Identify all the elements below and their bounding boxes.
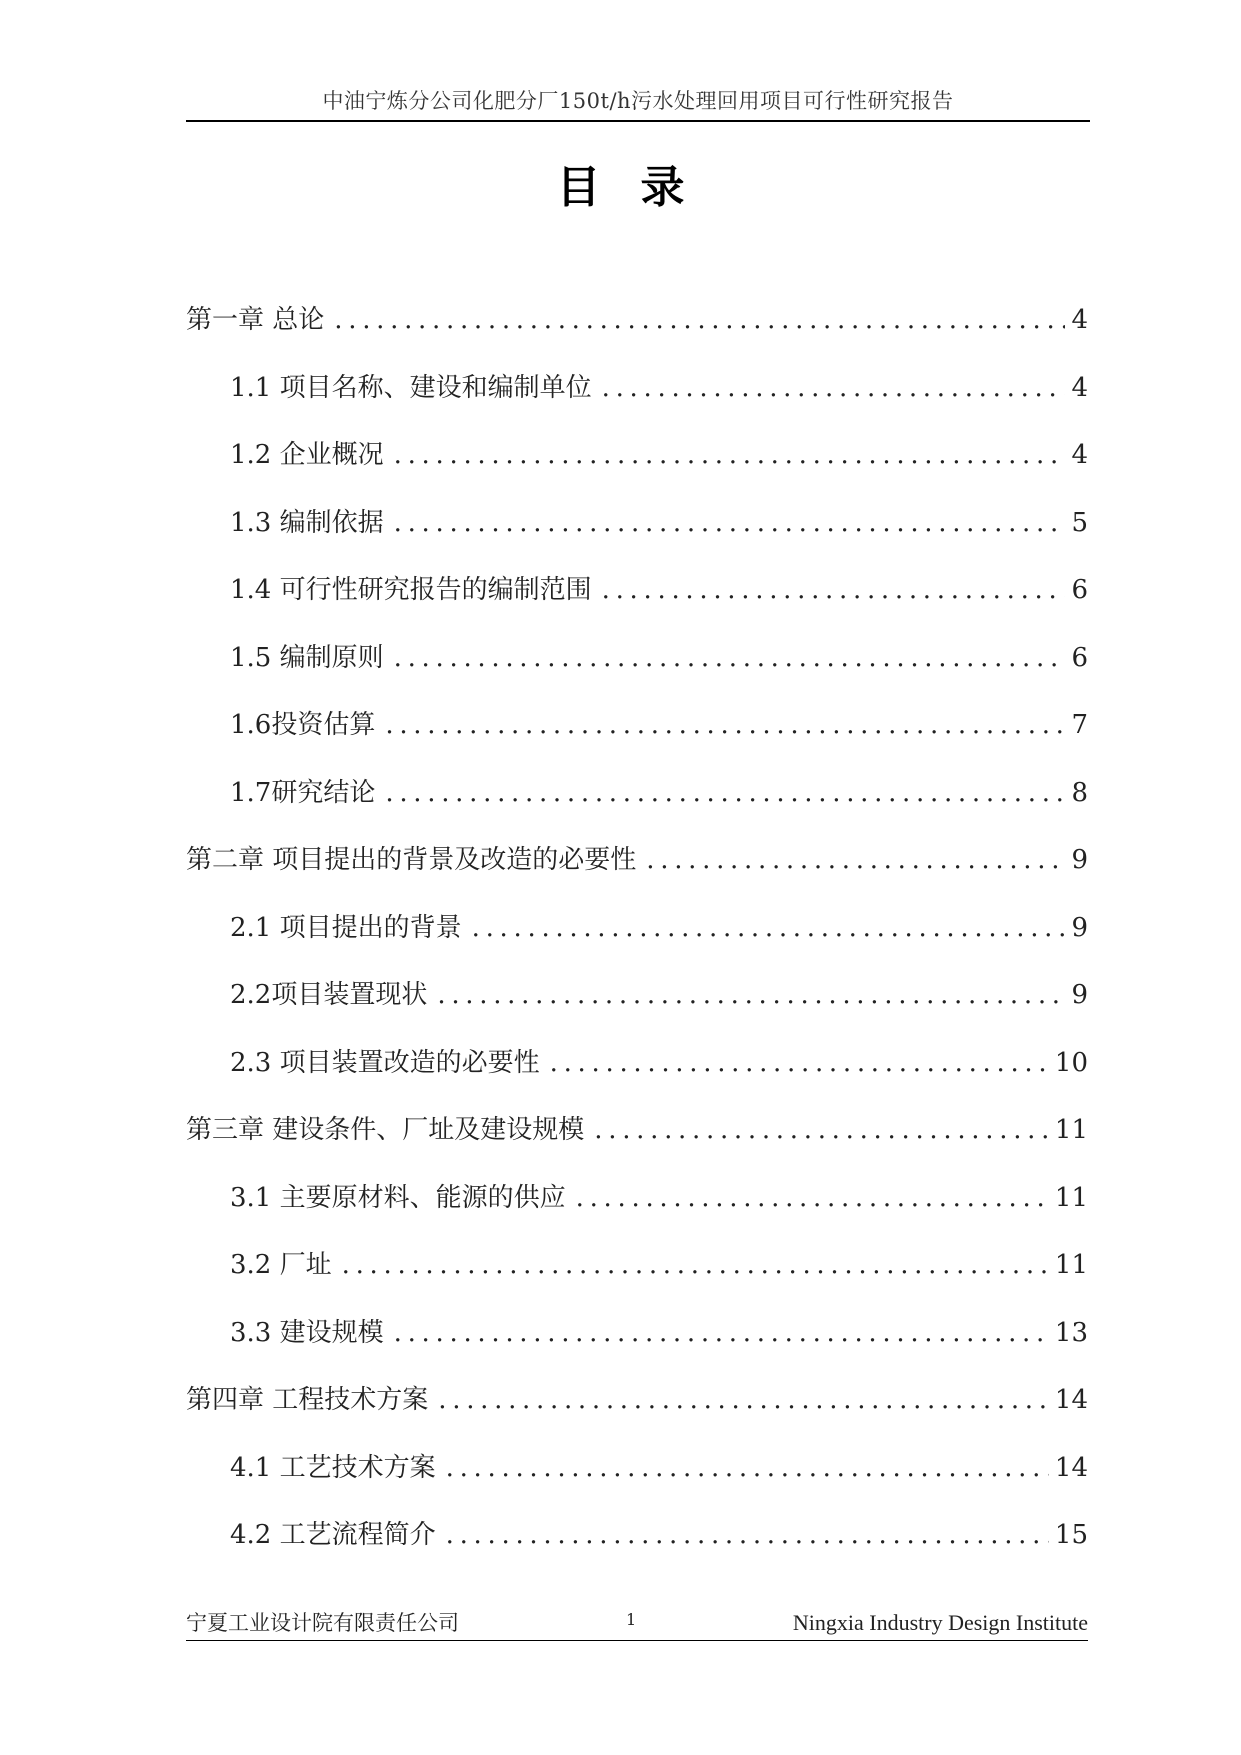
toc-dot-leader <box>394 425 1066 485</box>
toc-entry-text: 1.1 项目名称、建设和编制单位 <box>230 372 592 403</box>
toc-entry-text: 1.4 可行性研究报告的编制范围 <box>230 575 592 605</box>
toc-dot-leader <box>446 1438 1049 1498</box>
toc-dot-leader <box>385 695 1065 755</box>
toc-chapter-entry[interactable] <box>186 830 1088 898</box>
toc-entry-text: 2.2项目装置现状 <box>230 980 428 1010</box>
toc-dot-leader <box>385 763 1065 823</box>
toc-entry-text: 2.1 项目提出的背景 <box>230 912 462 943</box>
toc-section-entry[interactable] <box>186 1438 1088 1506</box>
toc-page-number: 4 <box>1071 440 1088 470</box>
toc-page-number: 6 <box>1071 642 1088 673</box>
toc-section-entry[interactable] <box>186 763 1088 831</box>
toc-page-number: 15 <box>1054 1520 1088 1550</box>
toc-section-entry[interactable] <box>186 1168 1088 1236</box>
toc-dot-leader <box>394 628 1066 688</box>
toc-entry-text: 3.2 厂址 <box>230 1250 332 1280</box>
toc-chapter-entry[interactable] <box>186 1370 1088 1438</box>
footer-page-number: 1 <box>626 1610 637 1629</box>
toc-dot-leader <box>602 358 1066 418</box>
toc-entry-text: 第三章 建设条件、厂址及建设规模 <box>186 1115 585 1145</box>
toc-entry-text: 4.2 工艺流程简介 <box>230 1520 436 1550</box>
toc-section-entry[interactable] <box>186 425 1088 493</box>
toc-page-number: 5 <box>1071 507 1088 538</box>
toc-page-number: 13 <box>1054 1317 1088 1348</box>
toc-entry-text: 2.3 项目装置改造的必要性 <box>230 1047 540 1078</box>
toc-dot-leader <box>576 1168 1049 1228</box>
toc-page-number: 7 <box>1071 710 1088 740</box>
toc-dot-leader <box>594 1100 1049 1160</box>
toc-dot-leader <box>550 1033 1049 1093</box>
toc-page-number: 10 <box>1054 1047 1088 1078</box>
page-header <box>186 86 1090 122</box>
toc-page-number: 9 <box>1071 845 1088 875</box>
toc-list <box>186 290 1088 1573</box>
toc-section-entry[interactable] <box>186 695 1088 763</box>
toc-section-entry[interactable] <box>186 628 1088 696</box>
toc-dot-leader <box>342 1235 1049 1295</box>
toc-page-number: 14 <box>1054 1385 1088 1415</box>
toc-page-number: 6 <box>1071 575 1088 605</box>
toc-section-entry[interactable] <box>186 965 1088 1033</box>
toc-page-number: 14 <box>1054 1452 1088 1483</box>
toc-entry-text: 1.3 编制依据 <box>230 507 384 538</box>
toc-dot-leader <box>437 965 1065 1025</box>
toc-dot-leader <box>394 493 1066 553</box>
toc-entry-text: 1.5 编制原则 <box>230 642 384 673</box>
toc-dot-leader <box>438 1370 1049 1430</box>
toc-chapter-entry[interactable] <box>186 290 1088 358</box>
page-footer <box>186 1606 1088 1641</box>
toc-page-number: 4 <box>1071 305 1088 335</box>
toc-section-entry[interactable] <box>186 1033 1088 1101</box>
toc-section-entry[interactable] <box>186 493 1088 561</box>
toc-page-number: 11 <box>1054 1182 1088 1213</box>
toc-section-entry[interactable] <box>186 1505 1088 1573</box>
footer-institute: Ningxia Industry Design Institute <box>792 1610 1088 1635</box>
toc-entry-text: 1.7研究结论 <box>230 777 376 808</box>
toc-entry-text: 4.1 工艺技术方案 <box>230 1452 436 1483</box>
toc-dot-leader <box>394 1303 1049 1363</box>
toc-entry-text: 3.3 建设规模 <box>230 1317 384 1348</box>
toc-dot-leader <box>334 290 1065 350</box>
header-text: 中油宁炼分公司化肥分厂150t/h污水处理回用项目可行性研究报告 <box>322 89 954 113</box>
toc-entry-text: 1.6投资估算 <box>230 710 376 740</box>
toc-entry-text: 3.1 主要原材料、能源的供应 <box>230 1182 566 1213</box>
toc-section-entry[interactable] <box>186 358 1088 426</box>
toc-section-entry[interactable] <box>186 1303 1088 1371</box>
toc-section-entry[interactable] <box>186 560 1088 628</box>
toc-entry-text: 第四章 工程技术方案 <box>186 1385 429 1415</box>
toc-entry-text: 第一章 总论 <box>186 305 325 335</box>
toc-page-number: 8 <box>1071 777 1088 808</box>
toc-section-entry[interactable] <box>186 898 1088 966</box>
toc-dot-leader <box>602 560 1066 620</box>
toc-page-number: 11 <box>1054 1115 1088 1145</box>
toc-page-number: 9 <box>1071 912 1088 943</box>
toc-chapter-entry[interactable] <box>186 1100 1088 1168</box>
toc-page-number: 9 <box>1071 980 1088 1010</box>
toc-entry-text: 第二章 项目提出的背景及改造的必要性 <box>186 845 637 875</box>
toc-title: 目录 <box>556 162 725 213</box>
toc-entry-text: 1.2 企业概况 <box>230 440 384 470</box>
toc-page-number: 4 <box>1071 372 1088 403</box>
toc-dot-leader <box>472 898 1066 958</box>
footer-company: 宁夏工业设计院有限责任公司 <box>186 1611 459 1635</box>
toc-dot-leader <box>446 1505 1049 1565</box>
toc-section-entry[interactable] <box>186 1235 1088 1303</box>
toc-dot-leader <box>646 830 1065 890</box>
toc-page-number: 11 <box>1054 1250 1088 1280</box>
